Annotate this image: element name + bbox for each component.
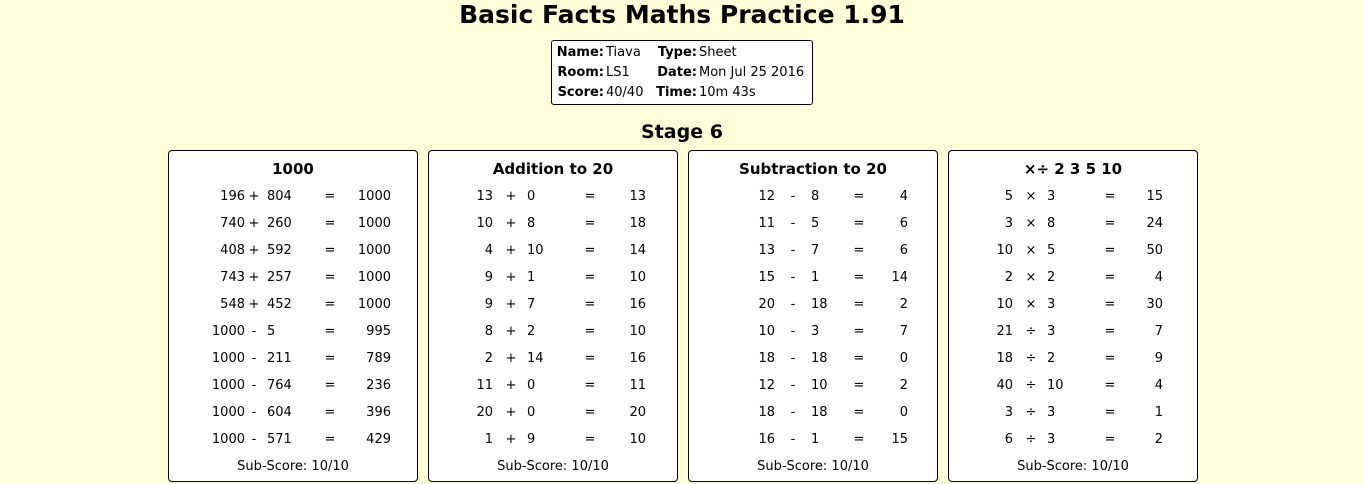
operand-a: 10 — [996, 297, 1013, 312]
equals-sign: = — [853, 297, 865, 312]
problem-row — [949, 187, 1197, 207]
operand-b: 10 — [811, 378, 828, 393]
operand-b: 9 — [527, 432, 536, 447]
operand-b: 3 — [1047, 324, 1056, 339]
operand-a: 13 — [758, 243, 775, 258]
operand-a: 12 — [758, 378, 775, 393]
operand-b: 8 — [527, 216, 536, 231]
equals-sign: = — [584, 432, 596, 447]
operator-symbol: + — [505, 324, 517, 339]
operand-b: 18 — [811, 351, 828, 366]
answer-value: 429 — [366, 432, 391, 447]
operand-a: 13 — [476, 189, 493, 204]
answer-value: 0 — [899, 351, 908, 366]
answer-value: 14 — [629, 243, 646, 258]
sub-score: Sub-Score: 10/10 — [757, 459, 869, 474]
operand-b: 2 — [1047, 270, 1056, 285]
operand-b: 7 — [811, 243, 820, 258]
problem-row — [169, 322, 417, 342]
operand-a: 1000 — [211, 378, 245, 393]
operator-symbol: + — [505, 432, 517, 447]
operand-b: 604 — [267, 405, 292, 420]
info-row-room-date — [552, 63, 812, 83]
operator-symbol: + — [248, 270, 260, 285]
operator-symbol: - — [790, 270, 796, 285]
score-value: 40/40 — [606, 85, 644, 100]
answer-value: 9 — [1154, 351, 1163, 366]
problem-row — [949, 214, 1197, 234]
problem-row — [949, 295, 1197, 315]
equals-sign: = — [853, 243, 865, 258]
problem-row — [169, 430, 417, 450]
equals-sign: = — [584, 351, 596, 366]
problem-row — [429, 268, 677, 288]
operand-b: 211 — [267, 351, 292, 366]
equals-sign: = — [1104, 297, 1116, 312]
answer-value: 6 — [899, 216, 908, 231]
problem-row — [689, 187, 937, 207]
operand-a: 21 — [996, 324, 1013, 339]
answer-value: 4 — [899, 189, 908, 204]
operand-b: 804 — [267, 189, 292, 204]
name-label: Name: — [556, 45, 604, 60]
type-value: Sheet — [699, 45, 737, 60]
operand-b: 0 — [527, 405, 536, 420]
operand-b: 18 — [811, 297, 828, 312]
problem-row — [169, 376, 417, 396]
problem-row — [949, 268, 1197, 288]
answer-value: 2 — [899, 297, 908, 312]
equals-sign: = — [324, 351, 336, 366]
problem-row — [429, 403, 677, 423]
section-title: Addition to 20 — [492, 160, 614, 178]
operand-b: 571 — [267, 432, 292, 447]
operand-b: 18 — [811, 405, 828, 420]
answer-value: 789 — [366, 351, 391, 366]
problem-row — [689, 430, 937, 450]
operand-a: 8 — [484, 324, 493, 339]
equals-sign: = — [1104, 378, 1116, 393]
answer-value: 13 — [629, 189, 646, 204]
operand-a: 20 — [758, 297, 775, 312]
info-row-score-time — [552, 83, 812, 103]
answer-value: 15 — [891, 432, 908, 447]
operator-symbol: × — [1025, 216, 1037, 231]
date-label: Date: — [657, 65, 697, 80]
answer-value: 10 — [629, 432, 646, 447]
operand-a: 3 — [1004, 405, 1013, 420]
equals-sign: = — [584, 243, 596, 258]
operand-a: 11 — [758, 216, 775, 231]
operand-a: 548 — [220, 297, 245, 312]
problem-row — [949, 376, 1197, 396]
operand-b: 260 — [267, 216, 292, 231]
answer-value: 10 — [629, 270, 646, 285]
answer-value: 236 — [366, 378, 391, 393]
problem-row — [429, 214, 677, 234]
answer-value: 1000 — [357, 270, 391, 285]
operand-a: 18 — [758, 351, 775, 366]
operand-b: 2 — [527, 324, 536, 339]
equals-sign: = — [324, 297, 336, 312]
answer-value: 11 — [629, 378, 646, 393]
equals-sign: = — [853, 405, 865, 420]
equals-sign: = — [324, 378, 336, 393]
operator-symbol: + — [248, 216, 260, 231]
operand-b: 8 — [1047, 216, 1056, 231]
operand-a: 12 — [758, 189, 775, 204]
equals-sign: = — [584, 270, 596, 285]
equals-sign: = — [1104, 270, 1116, 285]
operand-b: 0 — [527, 189, 536, 204]
equals-sign: = — [853, 216, 865, 231]
time-value: 10m 43s — [699, 85, 756, 100]
equals-sign: = — [584, 405, 596, 420]
operand-a: 4 — [484, 243, 493, 258]
operand-a: 740 — [220, 216, 245, 231]
equals-sign: = — [853, 189, 865, 204]
operator-symbol: + — [505, 297, 517, 312]
operand-a: 10 — [476, 216, 493, 231]
score-label: Score: — [557, 85, 604, 100]
problem-row — [689, 295, 937, 315]
section-title: ×÷ 2 3 5 10 — [1023, 160, 1123, 178]
equals-sign: = — [853, 351, 865, 366]
operand-b: 3 — [1047, 432, 1056, 447]
operator-symbol: - — [790, 351, 796, 366]
sub-score: Sub-Score: 10/10 — [1017, 459, 1129, 474]
operand-b: 3 — [1047, 189, 1056, 204]
section-panel — [168, 150, 418, 482]
operator-symbol: ÷ — [1025, 432, 1037, 447]
problem-row — [949, 430, 1197, 450]
operator-symbol: - — [790, 297, 796, 312]
date-value: Mon Jul 25 2016 — [699, 65, 805, 80]
answer-value: 2 — [899, 378, 908, 393]
operand-b: 5 — [811, 216, 820, 231]
problem-row — [949, 322, 1197, 342]
problem-row — [689, 214, 937, 234]
problem-row — [949, 349, 1197, 369]
operand-b: 1 — [811, 432, 820, 447]
operand-b: 10 — [527, 243, 544, 258]
operand-a: 1000 — [211, 324, 245, 339]
problem-row — [169, 268, 417, 288]
answer-value: 50 — [1146, 243, 1163, 258]
operator-symbol: × — [1025, 189, 1037, 204]
operand-a: 743 — [220, 270, 245, 285]
operator-symbol: ÷ — [1025, 351, 1037, 366]
operator-symbol: - — [790, 243, 796, 258]
operator-symbol: - — [790, 378, 796, 393]
equals-sign: = — [1104, 405, 1116, 420]
problem-row — [429, 241, 677, 261]
answer-value: 18 — [629, 216, 646, 231]
problem-row — [169, 214, 417, 234]
problem-row — [949, 241, 1197, 261]
problem-row — [689, 376, 937, 396]
answer-value: 4 — [1154, 378, 1163, 393]
equals-sign: = — [324, 405, 336, 420]
section-panel — [688, 150, 938, 482]
operand-b: 3 — [1047, 405, 1056, 420]
problem-row — [689, 241, 937, 261]
stage-heading: Stage 6 — [641, 121, 723, 143]
operator-symbol: - — [790, 216, 796, 231]
operator-symbol: - — [790, 405, 796, 420]
equals-sign: = — [584, 216, 596, 231]
operator-symbol: × — [1025, 297, 1037, 312]
operand-b: 0 — [527, 378, 536, 393]
operator-symbol: - — [790, 324, 796, 339]
operator-symbol: + — [248, 189, 260, 204]
operand-a: 2 — [1004, 270, 1013, 285]
answer-value: 30 — [1146, 297, 1163, 312]
student-info-box — [551, 40, 813, 105]
operand-a: 1 — [484, 432, 493, 447]
operand-a: 10 — [996, 243, 1013, 258]
problem-row — [429, 376, 677, 396]
operator-symbol: - — [251, 378, 257, 393]
room-label: Room: — [557, 65, 604, 80]
name-value: Tiava — [606, 45, 641, 60]
answer-value: 14 — [891, 270, 908, 285]
operator-symbol: + — [505, 189, 517, 204]
operator-symbol: + — [505, 243, 517, 258]
operand-a: 5 — [1004, 189, 1013, 204]
equals-sign: = — [584, 378, 596, 393]
operator-symbol: + — [505, 405, 517, 420]
operator-symbol: ÷ — [1025, 324, 1037, 339]
answer-value: 1000 — [357, 216, 391, 231]
answer-value: 15 — [1146, 189, 1163, 204]
operator-symbol: - — [251, 351, 257, 366]
operand-b: 452 — [267, 297, 292, 312]
operator-symbol: + — [505, 351, 517, 366]
operand-a: 10 — [758, 324, 775, 339]
problem-row — [169, 187, 417, 207]
answer-value: 1000 — [357, 189, 391, 204]
operand-a: 6 — [1004, 432, 1013, 447]
operand-b: 257 — [267, 270, 292, 285]
operator-symbol: - — [251, 432, 257, 447]
problem-row — [949, 403, 1197, 423]
equals-sign: = — [324, 432, 336, 447]
equals-sign: = — [584, 297, 596, 312]
problem-row — [429, 430, 677, 450]
operand-a: 11 — [476, 378, 493, 393]
answer-value: 995 — [366, 324, 391, 339]
operator-symbol: + — [505, 216, 517, 231]
answer-value: 10 — [629, 324, 646, 339]
problem-row — [169, 241, 417, 261]
answer-value: 396 — [366, 405, 391, 420]
operator-symbol: + — [505, 270, 517, 285]
info-row-name-type — [552, 43, 812, 63]
time-label: Time: — [656, 85, 697, 100]
problem-row — [689, 349, 937, 369]
problem-row — [689, 403, 937, 423]
operator-symbol: ÷ — [1025, 405, 1037, 420]
equals-sign: = — [1104, 432, 1116, 447]
operand-a: 9 — [484, 270, 493, 285]
operator-symbol: + — [248, 297, 260, 312]
problem-row — [689, 268, 937, 288]
section-title: Subtraction to 20 — [739, 160, 887, 178]
answer-value: 0 — [899, 405, 908, 420]
operand-a: 18 — [758, 405, 775, 420]
operand-a: 1000 — [211, 405, 245, 420]
equals-sign: = — [853, 378, 865, 393]
operator-symbol: × — [1025, 270, 1037, 285]
operand-b: 5 — [1047, 243, 1056, 258]
operator-symbol: ÷ — [1025, 378, 1037, 393]
equals-sign: = — [324, 189, 336, 204]
operand-a: 15 — [758, 270, 775, 285]
operator-symbol: - — [251, 324, 257, 339]
operand-b: 592 — [267, 243, 292, 258]
operand-a: 9 — [484, 297, 493, 312]
answer-value: 20 — [629, 405, 646, 420]
operand-b: 5 — [267, 324, 276, 339]
operand-b: 7 — [527, 297, 536, 312]
operand-a: 20 — [476, 405, 493, 420]
answer-value: 2 — [1154, 432, 1163, 447]
equals-sign: = — [1104, 243, 1116, 258]
equals-sign: = — [584, 324, 596, 339]
operand-b: 3 — [1047, 297, 1056, 312]
operand-b: 1 — [811, 270, 820, 285]
answer-value: 1000 — [357, 297, 391, 312]
problem-row — [429, 322, 677, 342]
operand-a: 408 — [220, 243, 245, 258]
problem-row — [169, 295, 417, 315]
operand-b: 2 — [1047, 351, 1056, 366]
answer-value: 6 — [899, 243, 908, 258]
page-title: Basic Facts Maths Practice 1.91 — [459, 0, 905, 29]
answer-value: 7 — [1154, 324, 1163, 339]
section-panel — [428, 150, 678, 482]
sub-score: Sub-Score: 10/10 — [497, 459, 609, 474]
problem-row — [429, 295, 677, 315]
operator-symbol: - — [251, 405, 257, 420]
answer-value: 16 — [629, 297, 646, 312]
operand-b: 3 — [811, 324, 820, 339]
answer-value: 7 — [899, 324, 908, 339]
operator-symbol: - — [790, 432, 796, 447]
equals-sign: = — [853, 270, 865, 285]
operator-symbol: + — [248, 243, 260, 258]
operand-b: 764 — [267, 378, 292, 393]
answer-value: 1000 — [357, 243, 391, 258]
equals-sign: = — [584, 189, 596, 204]
operator-symbol: × — [1025, 243, 1037, 258]
operand-a: 2 — [484, 351, 493, 366]
room-value: LS1 — [606, 65, 630, 80]
equals-sign: = — [324, 324, 336, 339]
answer-value: 16 — [629, 351, 646, 366]
equals-sign: = — [324, 243, 336, 258]
section-panel — [948, 150, 1198, 482]
equals-sign: = — [853, 432, 865, 447]
problem-row — [429, 187, 677, 207]
operand-a: 18 — [996, 351, 1013, 366]
answer-value: 1 — [1154, 405, 1163, 420]
equals-sign: = — [1104, 189, 1116, 204]
equals-sign: = — [1104, 216, 1116, 231]
answer-value: 24 — [1146, 216, 1163, 231]
problem-row — [169, 349, 417, 369]
operand-b: 1 — [527, 270, 536, 285]
operand-a: 40 — [996, 378, 1013, 393]
type-label: Type: — [657, 45, 697, 60]
operand-a: 1000 — [211, 432, 245, 447]
operand-b: 14 — [527, 351, 544, 366]
problem-row — [689, 322, 937, 342]
equals-sign: = — [853, 324, 865, 339]
operator-symbol: + — [505, 378, 517, 393]
operand-a: 3 — [1004, 216, 1013, 231]
sub-score: Sub-Score: 10/10 — [237, 459, 349, 474]
equals-sign: = — [1104, 324, 1116, 339]
equals-sign: = — [1104, 351, 1116, 366]
equals-sign: = — [324, 270, 336, 285]
operand-b: 10 — [1047, 378, 1064, 393]
operand-b: 8 — [811, 189, 820, 204]
answer-value: 4 — [1154, 270, 1163, 285]
problem-row — [429, 349, 677, 369]
operand-a: 16 — [758, 432, 775, 447]
problem-row — [169, 403, 417, 423]
equals-sign: = — [324, 216, 336, 231]
section-title: 1000 — [272, 160, 314, 178]
operator-symbol: - — [790, 189, 796, 204]
operand-a: 196 — [220, 189, 245, 204]
operand-a: 1000 — [211, 351, 245, 366]
